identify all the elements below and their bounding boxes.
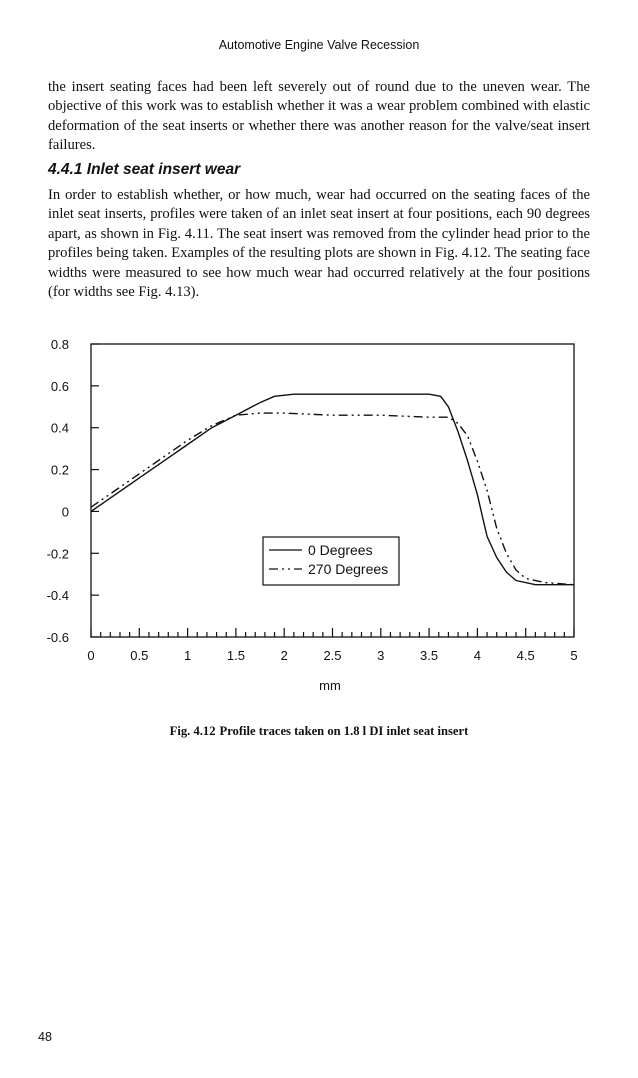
paragraph-inlet-wear: In order to establish whether, or how much, wear had occurred on the seating faces of the inlet seat inserts, profiles were taken of an inlet seat insert at four positions, each 90 degrees apart, as shown in Fig. 4.11. The seat insert was removed from the cylinder head prior to the profiles being taken. Examples of the resulting plots are shown in Fig. 4.12. The seating face widths were measured to see how much wear had occurred relatively at the four positions (for widths see Fig. 4.13). (48, 187, 590, 301)
y-tick-label-1: 0.6 (50, 378, 69, 394)
x-axis-label: mm (319, 678, 341, 693)
page-number: 48 (38, 1030, 52, 1044)
running-head: Automotive Engine Valve Recession (218, 38, 420, 52)
y-tick-label-0: 0.8 (50, 337, 69, 352)
x-tick-label-8: 4 (473, 648, 482, 663)
x-tick-label-4: 2 (280, 648, 288, 663)
x-tick-label-10: 5 (570, 648, 578, 663)
profile-trace-chart (40, 330, 600, 700)
x-tick-label-7: 3.5 (420, 648, 439, 663)
x-tick-label-2: 1 (183, 648, 192, 663)
x-tick-label-1: 0.5 (130, 648, 149, 663)
x-tick-label-9: 4.5 (516, 648, 535, 663)
legend-label-270-degrees: 270 Degrees (308, 561, 389, 577)
y-tick-label-4: 0 (61, 504, 69, 520)
x-axis (87, 628, 577, 663)
x-tick-label-5: 2.5 (323, 648, 342, 663)
x-tick-label-6: 3 (377, 648, 385, 663)
x-tick-label-0: 0 (87, 648, 95, 663)
plot-frame (91, 344, 574, 637)
y-tick-label-2: 0.4 (50, 420, 69, 436)
figure-label: Fig. 4.12 (169, 724, 216, 738)
paragraph-continuation: the insert seating faces had been left severely out of round due to the uneven wear. The objective of this work was to establish whether it was a wear problem combined with elastic deformation of the seat inserts or whether there was another reason for the valve/seat insert failures. (48, 79, 590, 154)
x-tick-label-3: 1.5 (226, 648, 245, 663)
legend-label-0-degrees: 0 Degrees (308, 542, 373, 558)
y-tick-label-7: -0.6 (46, 630, 69, 645)
figure-caption (0, 724, 638, 739)
y-tick-label-5: -0.2 (46, 546, 69, 562)
y-tick-label-3: 0.2 (50, 462, 69, 478)
y-tick-label-6: -0.4 (46, 588, 69, 604)
figure-caption-text: Profile traces taken on 1.8 l DI inlet seat insert (219, 724, 469, 738)
section-heading: 4.4.1 Inlet seat insert wear (48, 161, 241, 178)
chart-legend (263, 537, 399, 585)
